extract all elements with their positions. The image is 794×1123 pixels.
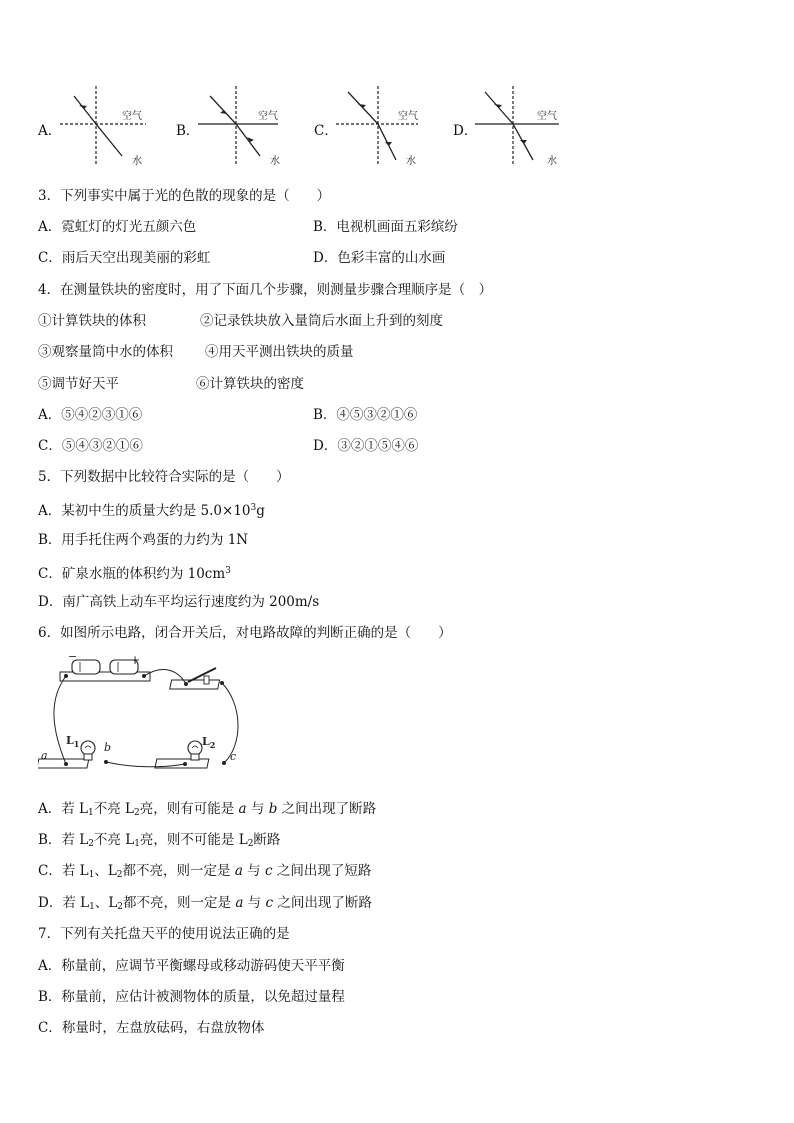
q3-option-a[interactable]: A．霓虹灯的灯光五颜六色 xyxy=(38,219,197,235)
q6-option-c[interactable]: C．若 $L_1$、$L_2$都不亮，则一定是 a 与 c 之间出现了短路 xyxy=(38,863,372,880)
battery-board xyxy=(60,672,150,681)
q4-option-d[interactable]: D．③②①⑤④⑥ xyxy=(313,438,419,454)
q2-option-c[interactable] xyxy=(314,86,464,172)
lamp-l2-label: $L_2$ xyxy=(202,735,216,750)
q3-option-d[interactable]: D．色彩丰富的山水画 xyxy=(313,250,446,266)
switch-board xyxy=(170,680,220,689)
node-a-label: a xyxy=(41,749,48,762)
q4-step-5: ⑤调节好天平 xyxy=(38,376,119,392)
q4-step-1: ①计算铁块的体积 xyxy=(38,313,146,329)
refraction-diagram xyxy=(336,86,446,172)
plus-sign: + xyxy=(130,653,141,667)
option-label: C． xyxy=(314,123,338,139)
q5-stem: 5．下列数据中比较符合实际的是（ ） xyxy=(38,469,290,485)
option-label: B． xyxy=(176,123,200,139)
option-label: D． xyxy=(453,123,478,139)
node-c-label: c xyxy=(230,750,237,763)
refraction-diagram xyxy=(475,86,585,172)
q5-option-c[interactable] xyxy=(38,562,231,583)
q4-step-4: ④用天平测出铁块的质量 xyxy=(205,344,354,360)
water-label: 水 xyxy=(270,156,280,167)
q4-option-b[interactable]: B．④⑤③②①⑥ xyxy=(313,407,418,423)
lamp-l1-bulb xyxy=(81,741,95,755)
q4-step-6: ⑥计算铁块的密度 xyxy=(196,376,304,392)
refraction-diagram xyxy=(60,86,170,172)
water-label: 水 xyxy=(406,156,416,167)
q5-a-unit: g xyxy=(256,503,265,519)
option-label: A． xyxy=(38,123,62,139)
water-label: 水 xyxy=(132,156,142,167)
q2-option-a[interactable] xyxy=(38,86,188,172)
q4-step-2: ②记录铁块放入量筒后水面上升到的刻度 xyxy=(200,313,443,329)
lamp-l2-bulb xyxy=(188,741,202,755)
q4-option-a[interactable]: A．⑤④②③①⑥ xyxy=(38,407,143,423)
q6-option-a[interactable]: A．若 $L_1$不亮 $L_2$亮，则有可能是 a 与 b 之间出现了断路 xyxy=(38,801,377,818)
refraction-diagram xyxy=(198,86,308,172)
q5-a-exponent: 3 xyxy=(250,503,257,513)
q4-stem: 4．在测量铁块的密度时，用了下面几个步骤，则测量步骤合理顺序是（ ） xyxy=(38,282,493,298)
air-label: 空气 xyxy=(398,111,418,122)
q5-a-text: A．某初中生的质量大约是 5.0×10 xyxy=(38,503,251,519)
node-b-label: b xyxy=(104,741,112,754)
circuit-diagram xyxy=(38,650,248,790)
minus-sign: − xyxy=(68,650,78,663)
q3-stem: 3．下列事实中属于光的色散的现象的是（ ） xyxy=(38,188,331,204)
q4-option-c[interactable]: C．⑤④③②①⑥ xyxy=(38,438,143,454)
q4-step-3: ③观察量筒中水的体积 xyxy=(38,344,173,360)
air-label: 空气 xyxy=(258,111,278,122)
q6-stem: 6．如图所示电路，闭合开关后，对电路故障的判断正确的是（ ） xyxy=(38,625,452,641)
q7-stem: 7．下列有关托盘天平的使用说法正确的是 xyxy=(38,926,290,942)
air-label: 空气 xyxy=(537,111,557,122)
q2-option-b[interactable] xyxy=(176,86,326,172)
q6-option-b[interactable]: B．若 $L_2$不亮 $L_1$亮，则不可能是 $L_2$断路 xyxy=(38,832,281,849)
q7-option-b[interactable]: B．称量前，应估计被测物体的质量，以免超过量程 xyxy=(38,989,345,1005)
q5-option-a[interactable] xyxy=(38,499,265,520)
q5-c-exponent: 3 xyxy=(225,566,231,576)
q5-option-b[interactable]: B．用手托住两个鸡蛋的力约为 1N xyxy=(38,532,249,548)
q3-option-b[interactable]: B．电视机画面五彩缤纷 xyxy=(313,219,458,235)
air-label: 空气 xyxy=(122,111,142,122)
q7-option-c[interactable]: C．称量时，左盘放砝码，右盘放物体 xyxy=(38,1020,265,1036)
q5-c-text: C．矿泉水瓶的体积约为 10cm xyxy=(38,566,226,582)
q3-option-c[interactable]: C．雨后天空出现美丽的彩虹 xyxy=(38,250,211,266)
wire-a xyxy=(54,676,66,764)
q6-option-d[interactable]: D．若 $L_1$、$L_2$都不亮，则一定是 a 与 c 之间出现了断路 xyxy=(38,895,372,912)
water-label: 水 xyxy=(547,156,557,167)
q2-option-d[interactable] xyxy=(453,86,603,172)
q5-option-d[interactable]: D．南广高铁上动车平均运行速度约为 200m/s xyxy=(38,594,320,610)
lamp-l1-label: $L_1$ xyxy=(66,734,80,749)
q7-option-a[interactable]: A．称量前，应调节平衡螺母或移动游码使天平平衡 xyxy=(38,958,345,974)
